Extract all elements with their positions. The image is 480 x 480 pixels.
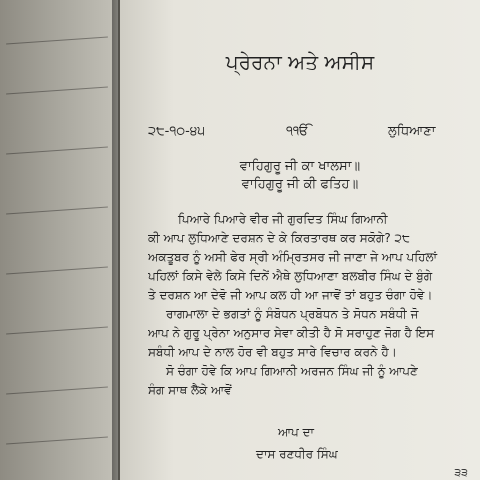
book-page [120,0,480,480]
body-line: ਤੇ ਦਰਸ਼ਨ ਆ ਦੇਵੋ ਜੀ ਆਪ ਕਲ ਹੀ ਆ ਜਾਵੋਂ ਤਾਂ ਬਹੁਤ ਚੰਗਾ ਹੋਵੇ। [148,288,433,302]
salutation-line: ਵਾਹਿਗੁਰੂ ਜੀ ਕਾ ਖਾਲਸਾ॥ [239,159,361,174]
ik-onkar-symbol: ੧ੴ [286,124,309,139]
body-line: ਸੰਗ ਸਾਥ ਲੈਕੇ ਆਵੋਂ [148,383,232,397]
body-line: ਰਾਗਮਾਲਾ ਦੇ ਭਗਤਾਂ ਨੂੰ ਸੰਬੋਧਨ ਪ੍ਰਬੋਧਨ ਤੇ ਸੋਧਨ ਸਬੰਧੀ ਜੋ [166,307,419,321]
page-number: ੩੩ [454,466,468,479]
letter-date: ੨੮-੧੦-੪੫ [148,124,206,139]
left-page-photo [0,0,118,480]
letter-body [148,210,468,400]
body-line: ਆਪ ਨੇ ਗੁਰੂ ਪ੍ਰੇਨਾ ਅਨੁਸਾਰ ਸੇਵਾ ਕੀਤੀ ਹੈ ਸੋ ਸਰਾਹੁਣ ਜੋਗ ਹੈ ਇਸ [148,326,435,340]
body-line: ਪਿਆਰੇ ਪਿਆਰੇ ਵੀਰ ਜੀ ਗੁਰਦਿਤ ਸਿੰਘ ਗਿਆਨੀ [178,212,388,226]
handwriting-line [6,436,108,444]
handwriting-line [6,86,108,94]
handwriting-line [6,36,108,44]
letter-place: ਲੁਧਿਆਣਾ [388,124,436,139]
signoff-line: ਆਪ ਦਾ [278,425,314,439]
handwriting-line [6,266,108,274]
signature: ਦਾਸ ਰਣਧੀਰ ਸਿੰਘ [256,447,338,461]
body-line: ਕੀ ਆਪ ਲੁਧਿਆਣੇ ਦਰਸ਼ਨ ਦੇ ਕੇ ਕਿਰਤਾਰਥ ਕਰ ਸਕੋਗੇ? ੨੮ [148,231,410,245]
salutation [120,158,480,194]
letter-dateline [120,124,480,144]
body-line: ਪਹਿਲਾਂ ਕਿਸੇ ਵੇਲੇ ਕਿਸੇ ਦਿਨੇਂ ਐਥੇ ਲੁਧਿਆਣਾ ਬਲਬੀਰ ਸਿੰਘ ਦੇ ਬੁੰਗੇ [148,269,433,283]
handwriting-line [6,326,108,334]
body-line: ਸੋ ਚੰਗਾ ਹੋਵੇ ਕਿ ਆਪ ਗਿਆਨੀ ਅਰਜਨ ਸਿੰਘ ਜੀ ਨੂੰ ਆਪਣੇ [166,364,418,378]
salutation-line: ਵਾਹਿਗੁਰੂ ਜੀ ਕੀ ਫਤਿਹ॥ [241,177,359,192]
body-line: ਸਬੰਧੀ ਆਪ ਦੇ ਨਾਲ ਹੋਰ ਵੀ ਬਹੁਤ ਸਾਰੇ ਵਿਚਾਰ ਕਰਨੇ ਹੈ। [148,345,397,359]
handwriting-line [6,146,108,154]
handwriting-line [6,206,108,214]
handwriting-line [6,386,108,394]
page-title: ਪ੍ਰੇਰਨਾ ਅਤੇ ਅਸੀਸ [225,50,375,74]
body-line: ਅਕਤੂਬਰ ਨੂੰ ਅਸੀ ਫੇਰ ਸ੍ਰੀ ਅੰਮ੍ਰਿਤਸਰ ਜੀ ਜਾਣਾ ਜੇ ਆਪ ਪਹਿਲਾਂ [148,250,438,264]
